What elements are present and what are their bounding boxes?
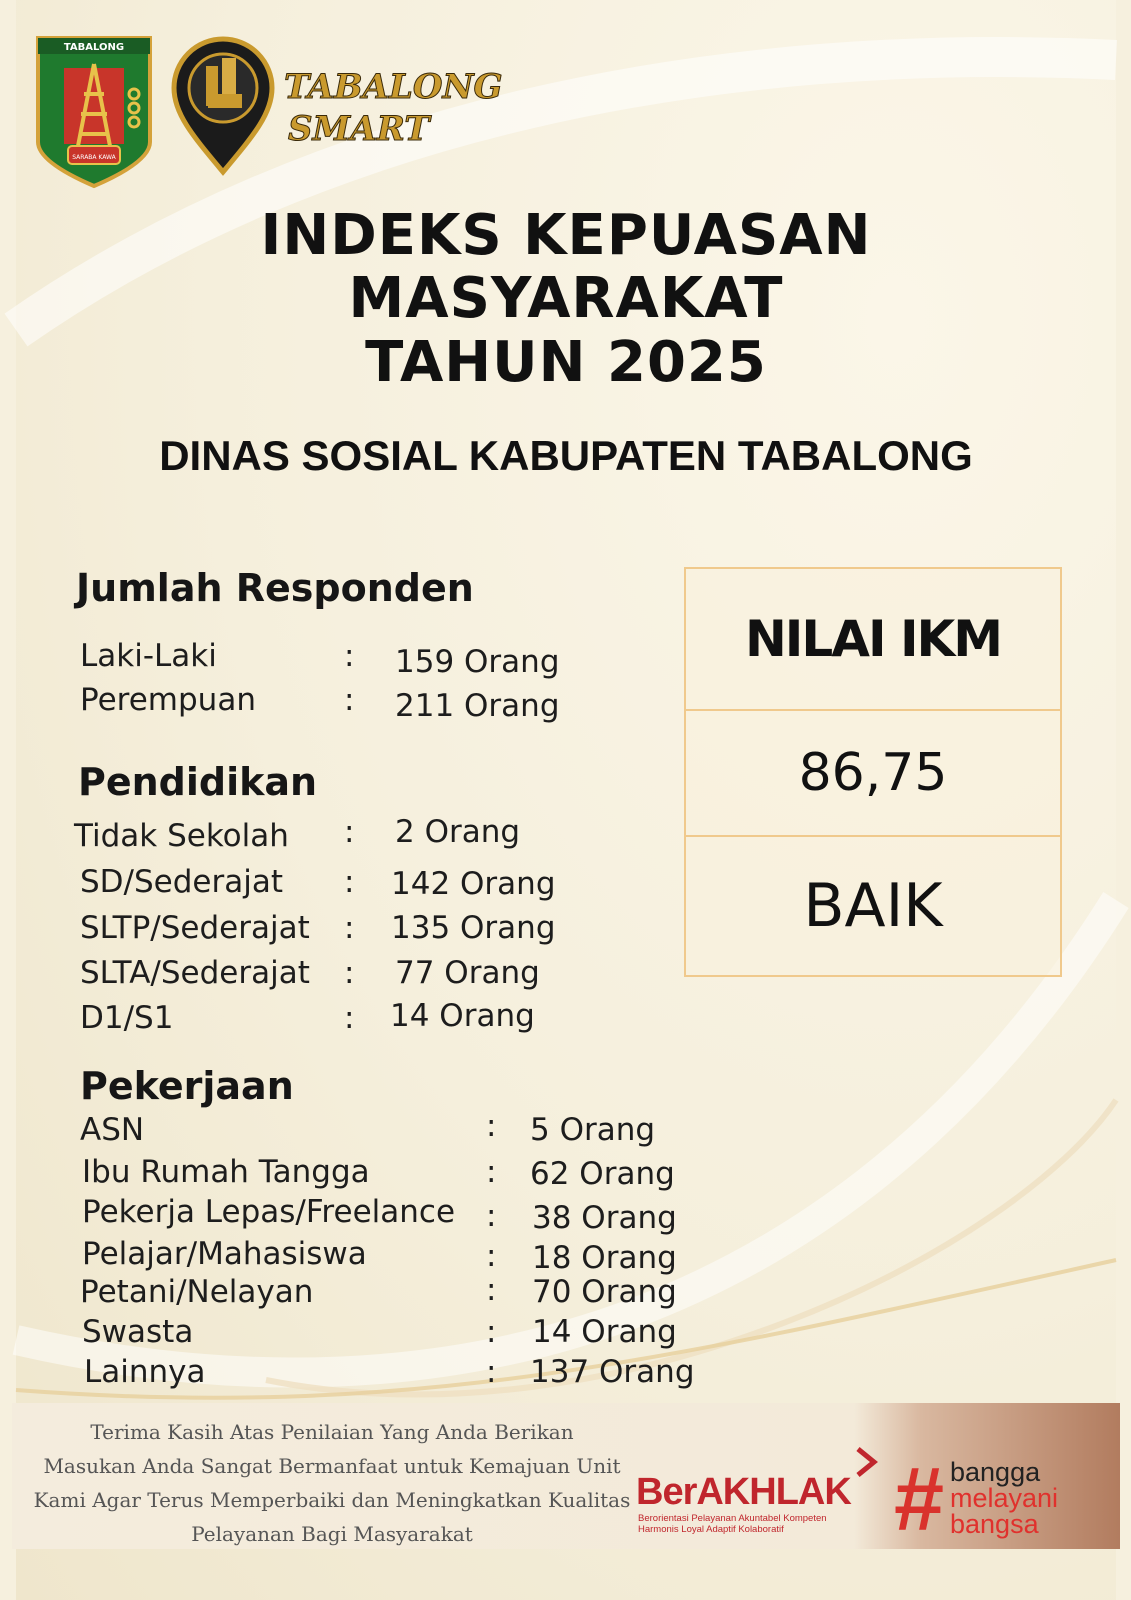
pendidikan-value: 135 Orang	[391, 910, 556, 946]
pekerjaan-separator: :	[486, 1354, 497, 1390]
pendidikan-separator: :	[344, 955, 355, 991]
pekerjaan-separator: :	[486, 1108, 497, 1144]
footer-line: Kami Agar Terus Memperbaiki dan Meningkatkan Kualitas	[33, 1488, 631, 1512]
pekerjaan-value: 70 Orang	[532, 1274, 677, 1310]
berakhlak-logo: BerAKHLAK	[636, 1471, 851, 1513]
pekerjaan-separator: :	[486, 1238, 497, 1274]
pendidikan-label: SD/Sederajat	[80, 864, 283, 900]
pekerjaan-label: Petani/Nelayan	[80, 1274, 314, 1310]
poster	[16, 0, 1116, 1600]
pekerjaan-value: 18 Orang	[532, 1240, 677, 1276]
footer-message	[32, 1415, 632, 1551]
ikm-box	[684, 567, 1062, 977]
pendidikan-value: 14 Orang	[390, 998, 535, 1034]
pendidikan-separator: :	[344, 910, 355, 946]
bangga-text: bangga	[950, 1457, 1041, 1487]
smart-logo-line2: SMART	[288, 109, 430, 149]
responden-label: Perempuan	[80, 682, 256, 718]
hashtag-icon: #	[894, 1450, 945, 1550]
berakhlak-tagline	[638, 1513, 878, 1535]
pekerjaan-label: Ibu Rumah Tangga	[82, 1154, 370, 1190]
footer-line: Masukan Anda Sangat Bermanfaat untuk Kemajuan Unit	[43, 1454, 621, 1478]
ikm-category: BAIK	[803, 871, 943, 941]
pendidikan-label: SLTA/Sederajat	[80, 955, 310, 991]
tabalong-emblem	[34, 34, 154, 190]
pekerjaan-label: Lainnya	[84, 1354, 206, 1390]
bangsa-text: bangsa	[950, 1509, 1039, 1539]
responden-label: Laki-Laki	[80, 638, 217, 674]
responden-separator: :	[344, 682, 355, 718]
pendidikan-value: 2 Orang	[395, 814, 521, 850]
bangga-melayani-bangsa-logo	[950, 1459, 1058, 1537]
chevron-right-icon	[854, 1447, 880, 1477]
section-title-pekerjaan: Pekerjaan	[80, 1064, 294, 1108]
pekerjaan-value: 137 Orang	[530, 1354, 695, 1390]
responden-value: 211 Orang	[395, 688, 560, 724]
ikm-title: NILAI IKM	[686, 569, 1060, 711]
pendidikan-separator: :	[344, 864, 355, 900]
pekerjaan-separator: :	[486, 1198, 497, 1234]
pendidikan-label: Tidak Sekolah	[74, 818, 289, 854]
pendidikan-separator: :	[344, 814, 355, 850]
footer-line: Pelayanan Bagi Masyarakat	[191, 1522, 473, 1546]
title-line-3: TAHUN 2025	[365, 330, 767, 395]
pekerjaan-value: 5 Orang	[530, 1112, 656, 1148]
ikm-score: 86,75	[686, 711, 1060, 837]
footer-line: Terima Kasih Atas Penilaian Yang Anda Berikan	[90, 1420, 574, 1444]
section-title-responden: Jumlah Responden	[76, 566, 474, 610]
pekerjaan-label: Swasta	[82, 1314, 194, 1350]
pekerjaan-label: ASN	[80, 1112, 145, 1148]
emblem-top-text: TABALONG	[63, 42, 125, 53]
pendidikan-label: D1/S1	[80, 1000, 174, 1036]
melayani-text: melayani	[950, 1483, 1059, 1513]
pekerjaan-separator: :	[486, 1154, 497, 1190]
tabalong-smart-logo	[168, 36, 503, 176]
pekerjaan-label: Pelajar/Mahasiswa	[82, 1236, 367, 1272]
pendidikan-value: 77 Orang	[395, 955, 540, 991]
pekerjaan-value: 38 Orang	[532, 1200, 677, 1236]
pendidikan-value: 142 Orang	[391, 866, 556, 902]
responden-value: 159 Orang	[395, 644, 560, 680]
pekerjaan-value: 14 Orang	[532, 1314, 677, 1350]
title-line-1: INDEKS KEPUASAN	[260, 203, 872, 268]
emblem-motto-text: SARABA KAWA	[72, 154, 116, 161]
pekerjaan-separator: :	[486, 1314, 497, 1350]
title-line-2: MASYARAKAT	[348, 266, 784, 331]
pekerjaan-value: 62 Orang	[530, 1156, 675, 1192]
section-title-pendidikan: Pendidikan	[78, 760, 318, 804]
pekerjaan-label: Pekerja Lepas/Freelance	[82, 1194, 456, 1230]
subtitle: DINAS SOSIAL KABUPATEN TABALONG	[159, 432, 973, 479]
footer-banner	[12, 1403, 1120, 1549]
berakhlak-tagline-line: Berorientasi Pelayanan Akuntabel Kompeten	[638, 1513, 827, 1524]
pendidikan-separator: :	[344, 1000, 355, 1036]
responden-separator: :	[344, 638, 355, 674]
pendidikan-label: SLTP/Sederajat	[80, 910, 310, 946]
pekerjaan-separator: :	[486, 1272, 497, 1308]
smart-logo-line1: TABALONG	[284, 67, 503, 107]
berakhlak-tagline-line: Harmonis Loyal Adaptif Kolaboratif	[638, 1524, 784, 1535]
